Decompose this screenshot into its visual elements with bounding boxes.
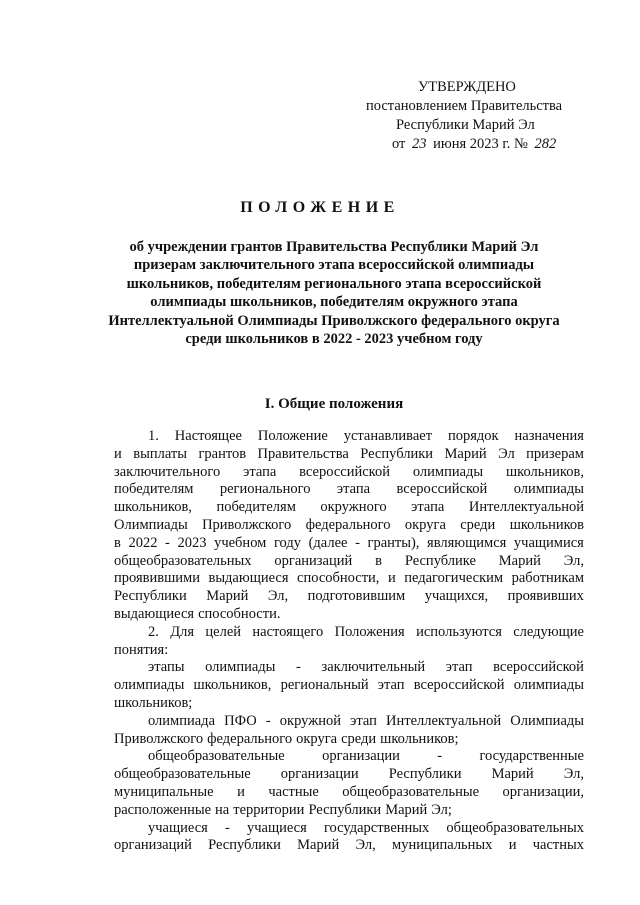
body-word: Эл, bbox=[355, 837, 376, 854]
body-word: Настоящее bbox=[174, 428, 242, 444]
body-word: - bbox=[165, 534, 170, 551]
body-word: федерального bbox=[305, 516, 391, 533]
body-word: школьников, bbox=[114, 499, 192, 516]
body-word: учащиеся bbox=[148, 819, 208, 836]
body-word: Республики bbox=[114, 588, 187, 605]
body-word: - bbox=[355, 534, 360, 551]
body-word: олимпиады bbox=[205, 659, 276, 676]
body-line bbox=[114, 748, 584, 766]
body-word: школьников, bbox=[193, 677, 272, 694]
subtitle-line: Интеллектуальной Олимпиады Приволжского федерального округа bbox=[108, 312, 560, 329]
body-word: этапа bbox=[243, 463, 277, 480]
body-line bbox=[114, 464, 584, 482]
body-word: организаций bbox=[274, 552, 353, 569]
body-word: - bbox=[224, 819, 230, 836]
body-line bbox=[114, 428, 584, 446]
body-word: Правительства bbox=[257, 445, 349, 462]
body-word: работникам bbox=[511, 570, 584, 587]
body-word: Приволжского bbox=[114, 730, 204, 747]
decree-number: 282 bbox=[534, 136, 557, 152]
body-word: олимпиады bbox=[412, 463, 484, 480]
body-line bbox=[114, 659, 584, 677]
approval-heading: УТВЕРЖДЕНО bbox=[418, 79, 516, 95]
body-word: и bbox=[237, 783, 245, 800]
body-word: Республики bbox=[208, 837, 281, 854]
body-line bbox=[114, 570, 584, 588]
body-word: государственные bbox=[479, 748, 584, 765]
body-line bbox=[114, 553, 584, 571]
body-word: способности. bbox=[198, 605, 281, 622]
body-word: Положение bbox=[257, 428, 328, 444]
body-line bbox=[114, 535, 584, 553]
body-word: учащихся, bbox=[424, 588, 489, 605]
body-word: гранты), bbox=[367, 534, 420, 551]
body-word: педагогическим bbox=[404, 570, 504, 587]
body-word: всероссийской bbox=[299, 463, 390, 480]
body-word: среди bbox=[341, 730, 377, 747]
body-word: Положения bbox=[334, 623, 405, 640]
body-line bbox=[114, 606, 584, 624]
body-word: округа bbox=[296, 730, 338, 747]
body-word: школьников bbox=[509, 516, 584, 533]
body-word: году bbox=[273, 534, 301, 551]
body-word: Приволжского bbox=[202, 516, 292, 533]
body-word: Марий bbox=[444, 445, 487, 462]
body-word: Марий bbox=[297, 837, 340, 854]
body-word: и bbox=[508, 837, 517, 854]
subtitle-line: олимпиады школьников, победителям окружного этапа bbox=[150, 294, 518, 311]
body-text bbox=[114, 428, 584, 855]
date-rest: июня 2023 г. № bbox=[433, 136, 528, 152]
body-word: школьников; bbox=[114, 694, 193, 711]
approval-line: Республики Марий Эл bbox=[396, 117, 535, 133]
body-word: Для bbox=[170, 623, 195, 640]
body-word: общеобразовательных bbox=[114, 552, 252, 569]
body-word: общеобразовательные bbox=[342, 783, 480, 800]
body-word: - bbox=[265, 712, 271, 729]
body-word: подготовившим bbox=[307, 588, 406, 605]
body-word: Республике bbox=[404, 552, 476, 569]
body-word: способности, bbox=[297, 570, 380, 587]
body-word: Эл, bbox=[563, 552, 584, 569]
body-line bbox=[114, 642, 584, 660]
body-word: 2. bbox=[148, 623, 159, 640]
body-word: и bbox=[387, 570, 396, 587]
body-line bbox=[114, 677, 584, 695]
body-word: Марий bbox=[498, 552, 541, 569]
body-word: государственных bbox=[323, 819, 430, 836]
body-line bbox=[114, 446, 584, 464]
body-word: Республики bbox=[360, 445, 434, 462]
body-word: и bbox=[114, 445, 122, 462]
body-word: организации bbox=[280, 766, 359, 783]
body-word: олимпиады bbox=[513, 481, 584, 498]
body-word: всероссийской bbox=[493, 659, 584, 676]
body-word: - bbox=[296, 659, 301, 676]
body-line bbox=[114, 517, 584, 535]
body-word: среди bbox=[460, 516, 496, 533]
body-word: этапа bbox=[411, 499, 445, 516]
section-heading: I. Общие положения bbox=[264, 396, 404, 412]
body-word: регионального bbox=[219, 481, 311, 498]
body-line bbox=[114, 766, 584, 784]
body-word: победителям bbox=[216, 499, 296, 516]
body-word: призерам bbox=[526, 445, 584, 462]
body-word: целей bbox=[205, 623, 242, 640]
body-word: школьников; bbox=[380, 730, 459, 747]
date-day: 23 bbox=[412, 136, 427, 152]
body-word: Марий bbox=[385, 801, 428, 818]
body-word: порядок bbox=[447, 428, 499, 444]
body-line bbox=[114, 481, 584, 499]
body-line bbox=[114, 802, 584, 820]
body-word: на bbox=[215, 801, 230, 818]
body-word: победителям bbox=[114, 481, 194, 498]
body-word: 2023 bbox=[177, 534, 207, 551]
body-word: этап bbox=[350, 712, 377, 729]
document-title: ПОЛОЖЕНИЕ bbox=[240, 199, 400, 216]
body-line bbox=[114, 820, 584, 838]
body-word: федерального bbox=[207, 730, 293, 747]
body-word: всероссийской bbox=[396, 481, 488, 498]
body-word: общеобразовательные bbox=[114, 766, 251, 783]
body-word: Эл bbox=[498, 445, 515, 462]
body-word: этапы bbox=[148, 659, 185, 676]
body-word: грантов bbox=[198, 445, 247, 462]
body-word: организаций bbox=[114, 837, 192, 854]
body-word: являющимся bbox=[427, 534, 507, 551]
body-word: Марий bbox=[206, 588, 249, 605]
body-word: расположенные bbox=[114, 801, 212, 818]
approval-stamp bbox=[360, 78, 600, 154]
body-word: этап bbox=[377, 677, 405, 694]
body-word: олимпиады bbox=[513, 677, 584, 694]
date-prefix: от bbox=[392, 136, 406, 152]
body-word: Интеллектуальной bbox=[386, 712, 502, 729]
body-word: 1. bbox=[148, 428, 159, 444]
body-word: настоящего bbox=[252, 623, 324, 640]
body-word: заключительный bbox=[321, 659, 426, 676]
body-word: выплаты bbox=[133, 445, 187, 462]
body-word: Республики bbox=[308, 801, 382, 818]
body-word: используются bbox=[416, 623, 502, 640]
subtitle-line: призерам заключительного этапа всероссийской олимпиады bbox=[133, 257, 535, 274]
body-word: учащиеся bbox=[246, 819, 307, 836]
subtitle-line: школьников, победителям регионального этапа всероссийской bbox=[126, 275, 542, 292]
body-word: Эл, bbox=[267, 588, 289, 605]
body-word: организации bbox=[322, 748, 400, 765]
body-word: олимпиада bbox=[148, 712, 215, 729]
body-line bbox=[114, 624, 584, 642]
body-word: окружной bbox=[279, 712, 341, 729]
body-word: Эл; bbox=[431, 801, 452, 818]
body-line bbox=[114, 588, 584, 606]
body-word: - bbox=[437, 748, 443, 765]
body-word: заключительного bbox=[114, 463, 221, 480]
body-line bbox=[114, 784, 584, 802]
body-word: этапа bbox=[336, 481, 371, 498]
body-word: организации, bbox=[502, 783, 584, 800]
body-line bbox=[114, 837, 584, 855]
body-word: округа bbox=[404, 516, 446, 533]
body-word: учебном bbox=[214, 534, 267, 551]
approval-date-line bbox=[360, 135, 600, 154]
body-word: муниципальные bbox=[114, 783, 214, 800]
body-word: Интеллектуальной bbox=[468, 499, 584, 516]
body-word: окружного bbox=[320, 499, 387, 516]
body-word: учащимися bbox=[513, 534, 584, 551]
body-word: выдающиеся bbox=[208, 570, 289, 587]
body-word: в bbox=[375, 552, 382, 569]
body-word: региональный bbox=[280, 677, 369, 694]
body-word: назначения bbox=[514, 428, 584, 444]
body-word: частные bbox=[268, 783, 319, 800]
body-word: общеобразовательные bbox=[148, 748, 285, 765]
body-line bbox=[114, 731, 584, 749]
body-word: (далее bbox=[308, 534, 348, 551]
body-word: устанавливает bbox=[343, 428, 433, 444]
body-word: общеобразовательных bbox=[446, 819, 584, 836]
body-word: территории bbox=[233, 801, 305, 818]
body-word: Олимпиады bbox=[510, 712, 584, 729]
body-word: Эл, bbox=[563, 766, 584, 783]
body-word: этап bbox=[445, 659, 473, 676]
body-word: частных bbox=[532, 837, 584, 854]
body-word: ПФО bbox=[224, 712, 257, 729]
body-line bbox=[114, 695, 584, 713]
body-word: выдающиеся bbox=[114, 605, 195, 622]
body-word: понятия: bbox=[114, 641, 169, 658]
body-word: Олимпиады bbox=[114, 516, 188, 533]
body-line bbox=[114, 713, 584, 731]
subtitle-line: среди школьников в 2022 - 2023 учебном году bbox=[185, 331, 483, 348]
body-word: Республики bbox=[388, 766, 462, 783]
body-word: всероссийской bbox=[413, 677, 505, 694]
approval-line: постановлением Правительства bbox=[366, 98, 563, 114]
body-word: муниципальных bbox=[392, 837, 493, 854]
body-word: проявившими bbox=[114, 570, 200, 587]
body-line bbox=[114, 499, 584, 517]
body-word: в bbox=[114, 534, 121, 551]
document-subtitle bbox=[100, 238, 568, 348]
body-word: школьников, bbox=[506, 463, 584, 480]
body-word: следующие bbox=[513, 623, 584, 640]
body-word: 2022 bbox=[128, 534, 158, 551]
body-word: Марий bbox=[491, 766, 534, 783]
body-word: проявивших bbox=[507, 588, 584, 605]
subtitle-line: об учреждении грантов Правительства Республики Марий Эл bbox=[129, 239, 539, 255]
body-word: олимпиады bbox=[114, 677, 185, 694]
